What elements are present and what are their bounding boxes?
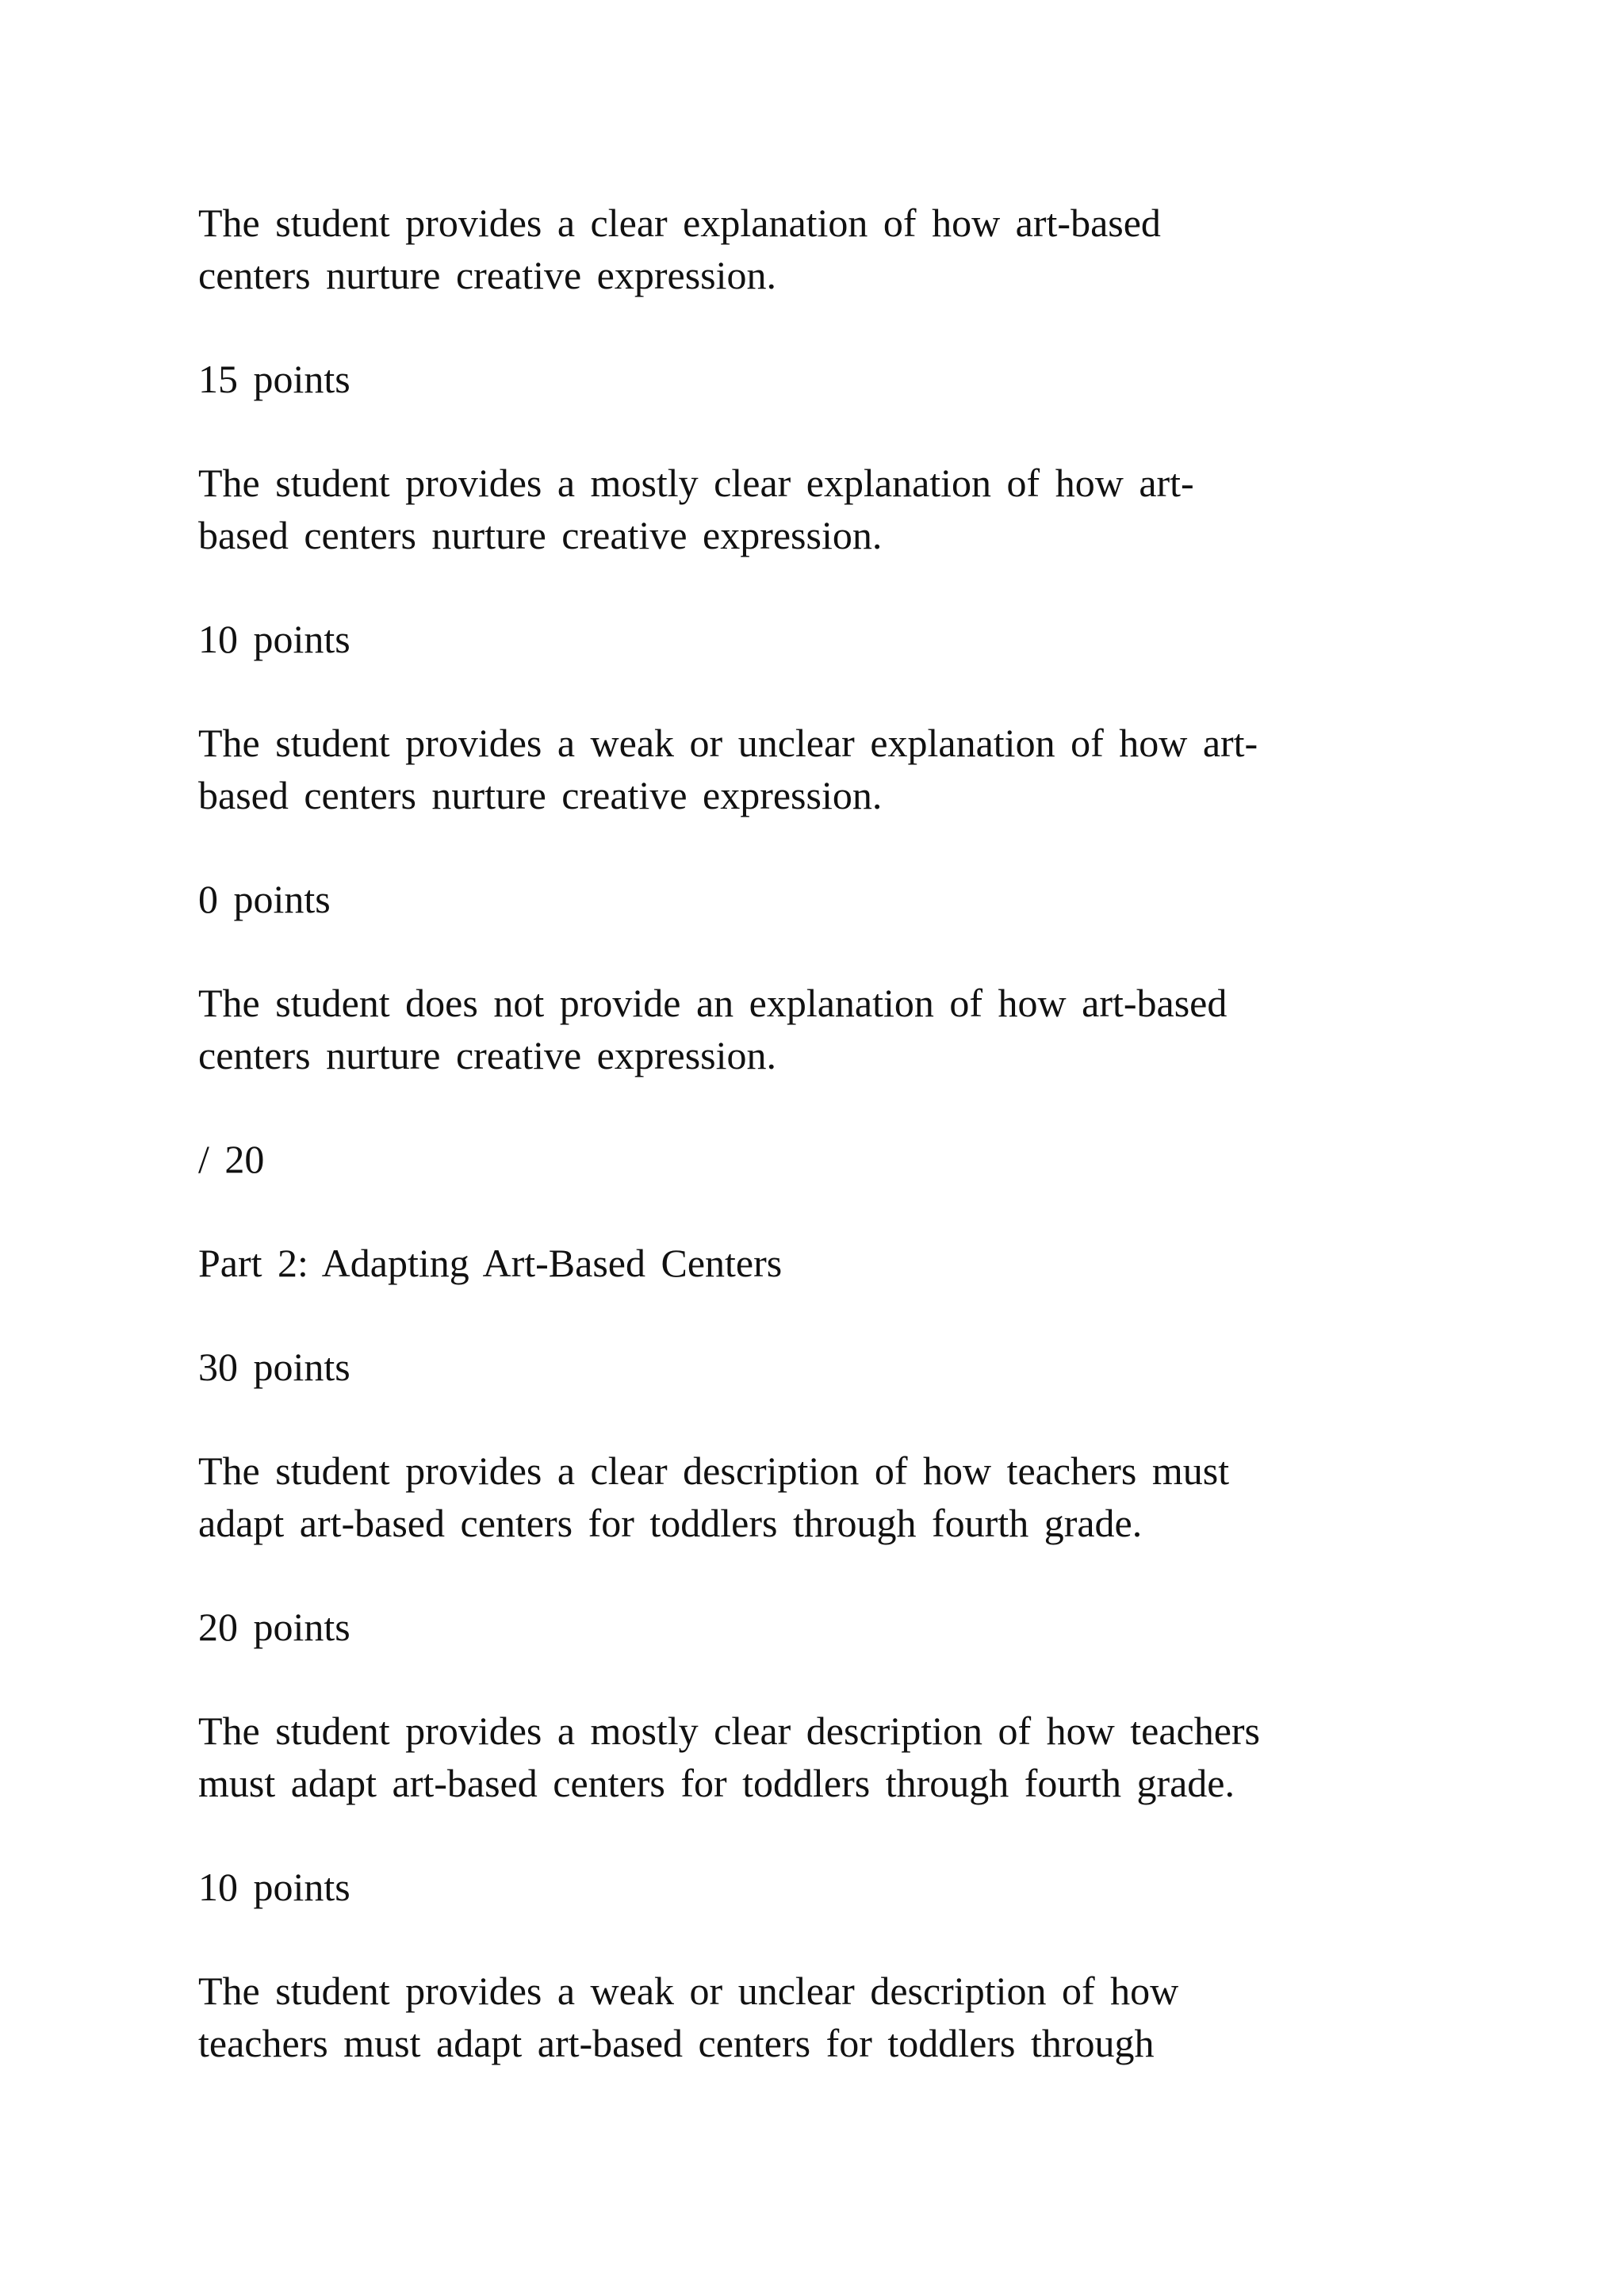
document-page — [198, 197, 1467, 2069]
text-line: 30 points — [198, 1345, 350, 1389]
text-line: adapt art-based centers for toddlers through fourth grade. — [198, 1501, 1143, 1545]
text-line: / 20 — [198, 1137, 265, 1181]
criterion-text — [198, 1965, 1467, 2069]
text-line: The student provides a weak or unclear explanation of how art- — [198, 721, 1258, 765]
text-line: 10 points — [198, 617, 350, 661]
criterion-text — [198, 977, 1467, 1081]
text-line: The student provides a mostly clear explanation of how art- — [198, 461, 1194, 505]
text-line: The student provides a weak or unclear description of how — [198, 1969, 1179, 2013]
criterion-text — [198, 717, 1467, 821]
text-line: The student does not provide an explanation of how art-based — [198, 981, 1228, 1025]
text-line: The student provides a clear explanation of how art-based — [198, 201, 1161, 245]
text-line: based centers nurture creative expression. — [198, 513, 883, 557]
points-label — [198, 873, 1467, 925]
text-line: Part 2: Adapting Art-Based Centers — [198, 1241, 783, 1285]
points-label — [198, 1601, 1467, 1653]
text-line: The student provides a mostly clear description of how teachers — [198, 1709, 1261, 1753]
points-label — [198, 1341, 1467, 1393]
text-line: teachers must adapt art-based centers for toddlers through — [198, 2021, 1155, 2065]
text-line: 20 points — [198, 1605, 350, 1649]
score-total — [198, 1133, 1467, 1185]
text-line: centers nurture creative expression. — [198, 253, 777, 297]
points-label — [198, 353, 1467, 405]
criterion-text — [198, 457, 1467, 561]
text-line: 15 points — [198, 357, 350, 401]
section-heading — [198, 1237, 1467, 1289]
text-line: 10 points — [198, 1865, 350, 1909]
text-line: 0 points — [198, 877, 331, 921]
points-label — [198, 1861, 1467, 1913]
criterion-text — [198, 197, 1467, 301]
criterion-text — [198, 1445, 1467, 1549]
text-line: must adapt art-based centers for toddlers through fourth grade. — [198, 1761, 1235, 1805]
criterion-text — [198, 1705, 1467, 1809]
text-line: based centers nurture creative expression. — [198, 773, 883, 817]
points-label — [198, 613, 1467, 665]
text-line: The student provides a clear description of how teachers must — [198, 1448, 1230, 1493]
text-line: centers nurture creative expression. — [198, 1033, 777, 1077]
